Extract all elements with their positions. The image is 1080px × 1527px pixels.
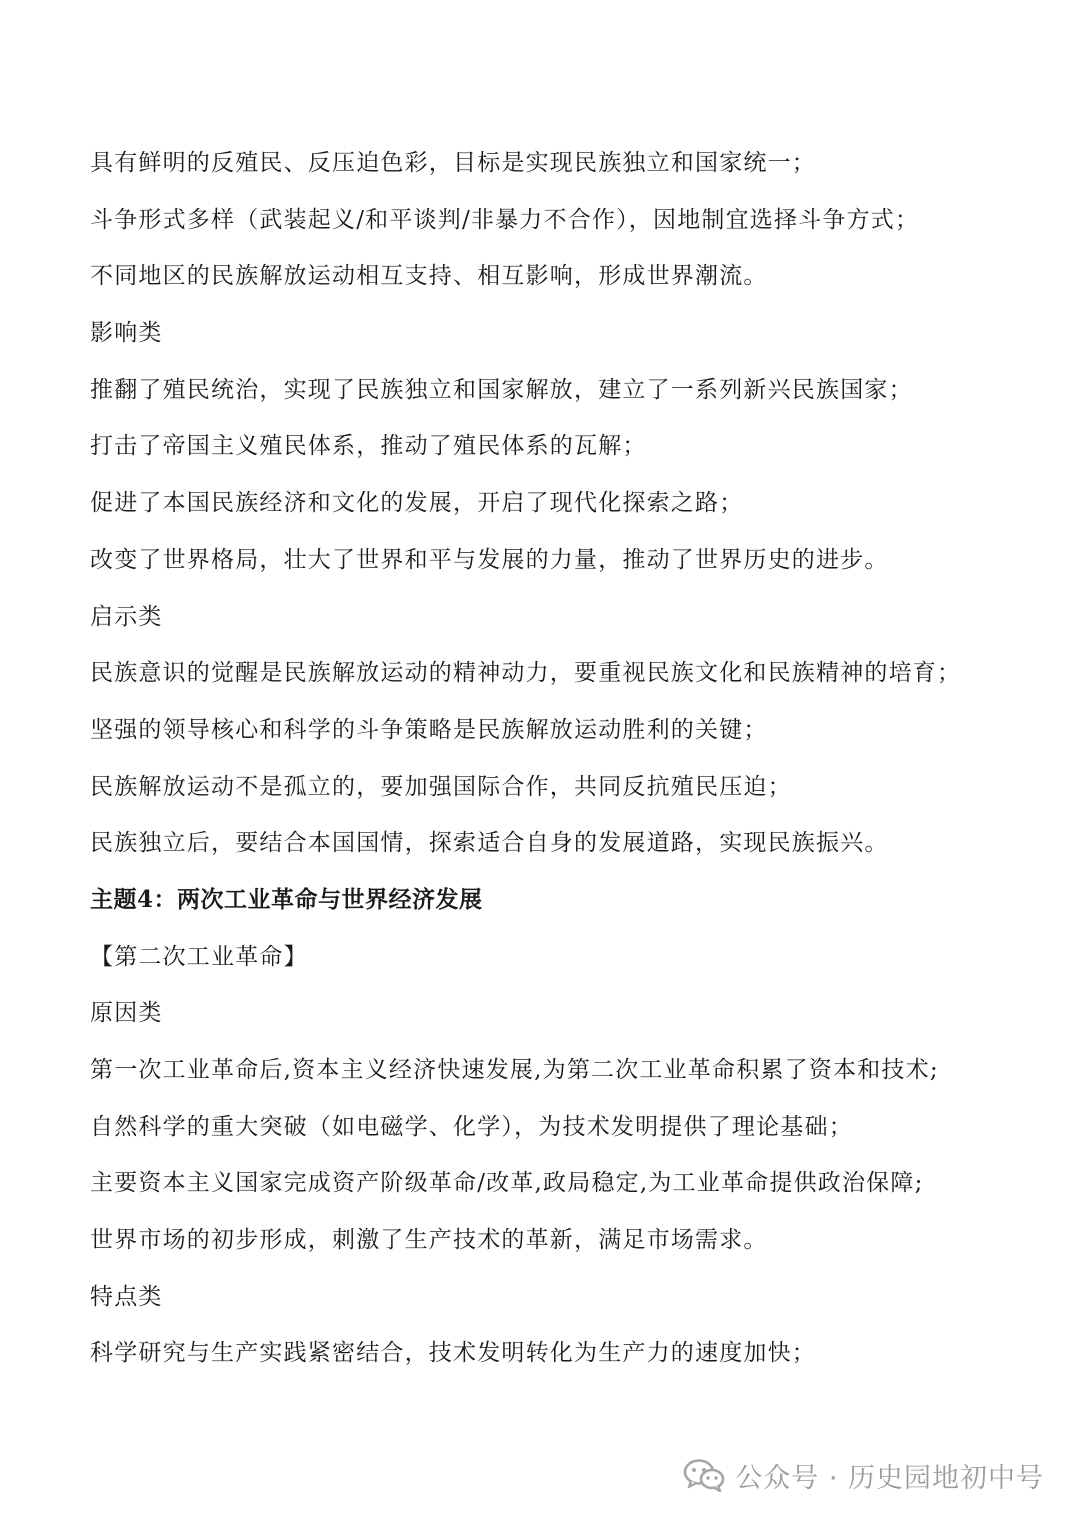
section-label-impact: 影响类 bbox=[90, 320, 163, 347]
text-line: 坚强的领导核心和科学的斗争策略是民族解放运动胜利的关键； bbox=[90, 716, 768, 743]
text-line: 自然科学的重大突破（如电磁学、化学），为技术发明提供了理论基础； bbox=[90, 1113, 853, 1140]
text-line: 具有鲜明的反殖民、反压迫色彩，目标是实现民族独立和国家统一； bbox=[90, 150, 816, 176]
section-label-causes: 原因类 bbox=[90, 1000, 163, 1027]
text-line: 科学研究与生产实践紧密结合，技术发明转化为生产力的速度加快； bbox=[90, 1340, 816, 1367]
section-label-features: 特点类 bbox=[90, 1283, 163, 1310]
text-line: 促进了本国民族经济和文化的发展，开启了现代化探索之路； bbox=[90, 490, 744, 517]
watermark-text: 公众号 · 历史园地初中号 bbox=[735, 1462, 1044, 1494]
watermark bbox=[683, 1445, 1044, 1505]
document-body bbox=[90, 135, 1010, 1382]
text-line: 打击了帝国主义殖民体系，推动了殖民体系的瓦解； bbox=[90, 433, 647, 460]
topic-heading: 主题4：两次工业革命与世界经济发展 bbox=[90, 885, 483, 913]
text-line: 斗争形式多样（武装起义/和平谈判/非暴力不合作），因地制宜选择斗争方式； bbox=[90, 206, 920, 233]
text-line: 推翻了殖民统治，实现了民族独立和国家解放，建立了一系列新兴民族国家； bbox=[90, 376, 913, 403]
text-line: 世界市场的初步形成，刺激了生产技术的革新，满足市场需求。 bbox=[90, 1227, 768, 1254]
subtopic-heading: 【第二次工业革命】 bbox=[90, 943, 308, 970]
wechat-icon bbox=[683, 1458, 725, 1492]
text-line: 主要资本主义国家完成资产阶级革命/改革,政局稳定,为工业革命提供政治保障; bbox=[90, 1170, 924, 1197]
text-line: 第一次工业革命后,资本主义经济快速发展,为第二次工业革命积累了资本和技术; bbox=[90, 1057, 939, 1083]
text-line: 民族意识的觉醒是民族解放运动的精神动力，要重视民族文化和民族精神的培育； bbox=[90, 660, 962, 687]
section-label-inspiration: 启示类 bbox=[90, 603, 163, 630]
text-line: 改变了世界格局，壮大了世界和平与发展的力量，推动了世界历史的进步。 bbox=[90, 546, 889, 573]
text-line: 民族解放运动不是孤立的，要加强国际合作，共同反抗殖民压迫； bbox=[90, 773, 792, 800]
text-line: 不同地区的民族解放运动相互支持、相互影响，形成世界潮流。 bbox=[90, 263, 768, 290]
text-line: 民族独立后，要结合本国国情，探索适合自身的发展道路，实现民族振兴。 bbox=[90, 830, 889, 857]
